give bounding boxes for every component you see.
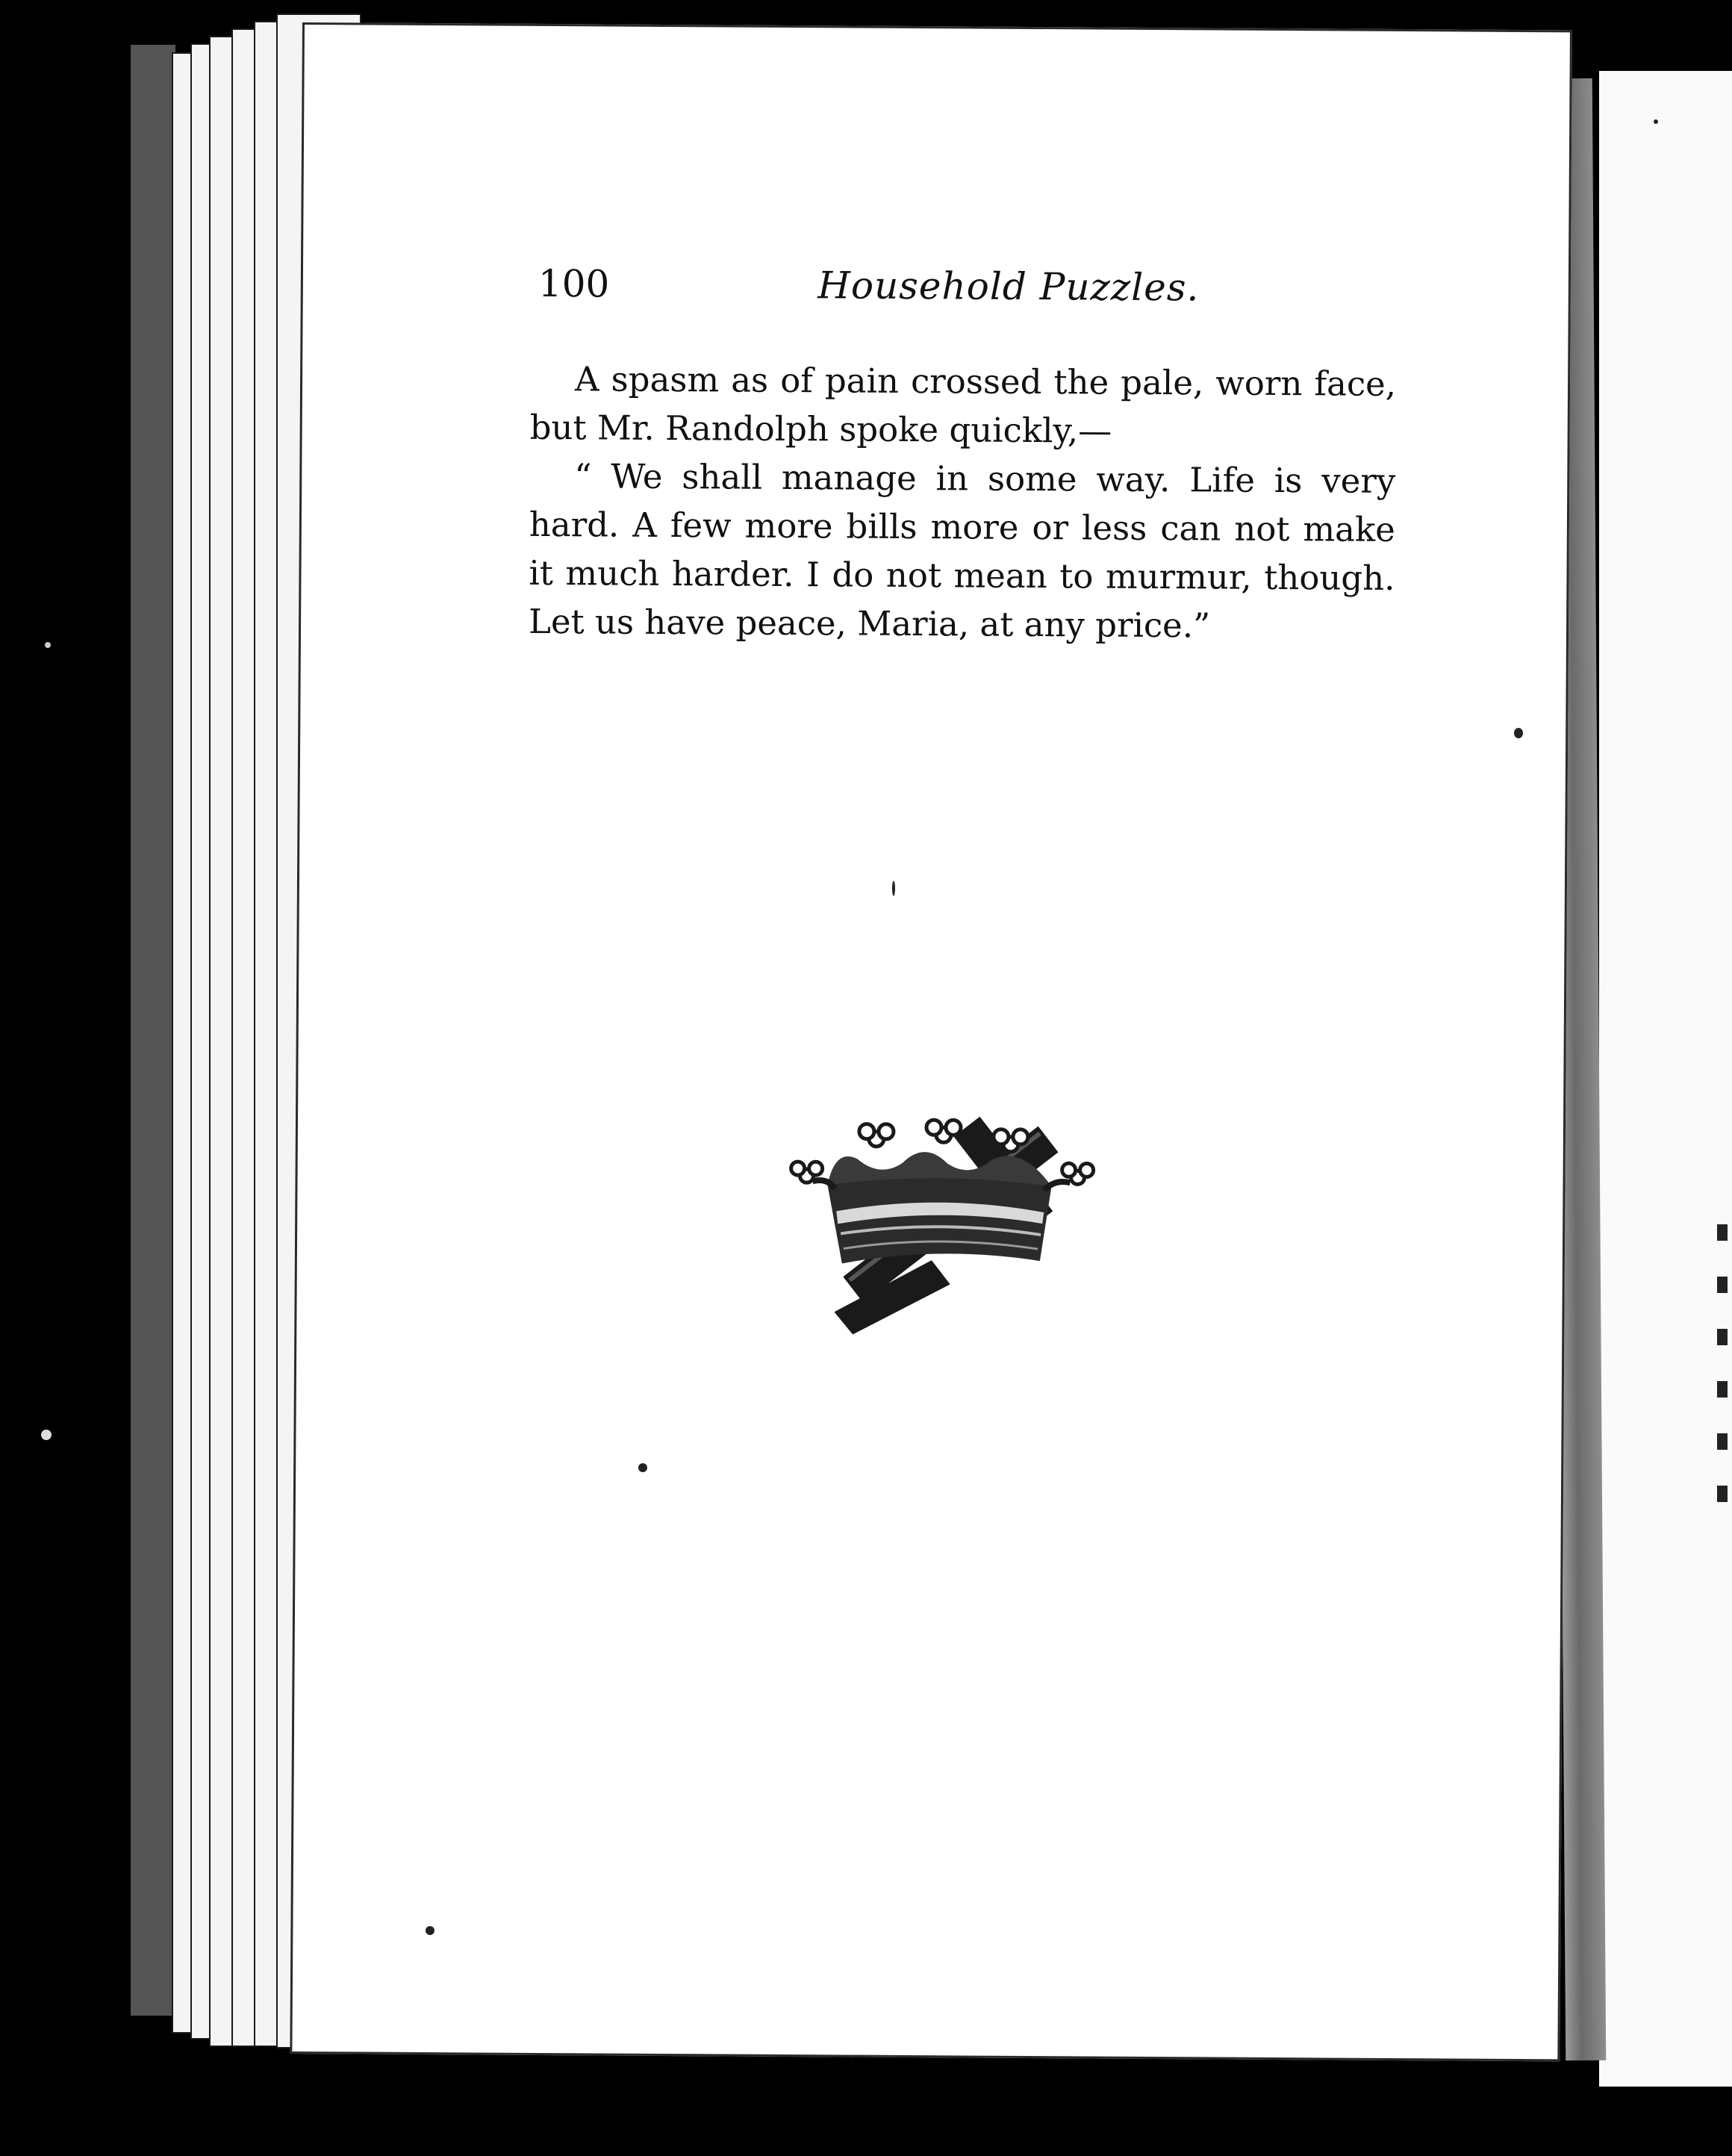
adjacent-page [1599,71,1732,2087]
scan-speck [426,1926,434,1935]
book-spine-shadow [131,45,175,2016]
running-head [538,254,1479,320]
scan-speck [1514,728,1523,738]
scan-speck [41,1430,52,1440]
paragraph: “ We shall manage in some way. Life is very hard. A few more bills more or less can not make it much harder. I do not mean to murmur, though. Let us have peace, Maria, at any price.” [528,456,1396,646]
body-text [529,355,1396,651]
crown-and-cross-icon [782,1088,1097,1336]
scan-speck [638,1463,647,1472]
running-title: Household Puzzles. [817,264,1200,310]
page-number: 100 [538,261,610,306]
scan-speck [45,642,51,648]
scan-speck [892,881,895,896]
adjacent-page-text-fragment [1717,1224,1728,1523]
paragraph: A spasm as of pain crossed the pale, worn face, but Mr. Randolph spoke quickly,— [529,359,1397,451]
scan-speck [1654,119,1658,124]
book-page [290,22,1572,2061]
